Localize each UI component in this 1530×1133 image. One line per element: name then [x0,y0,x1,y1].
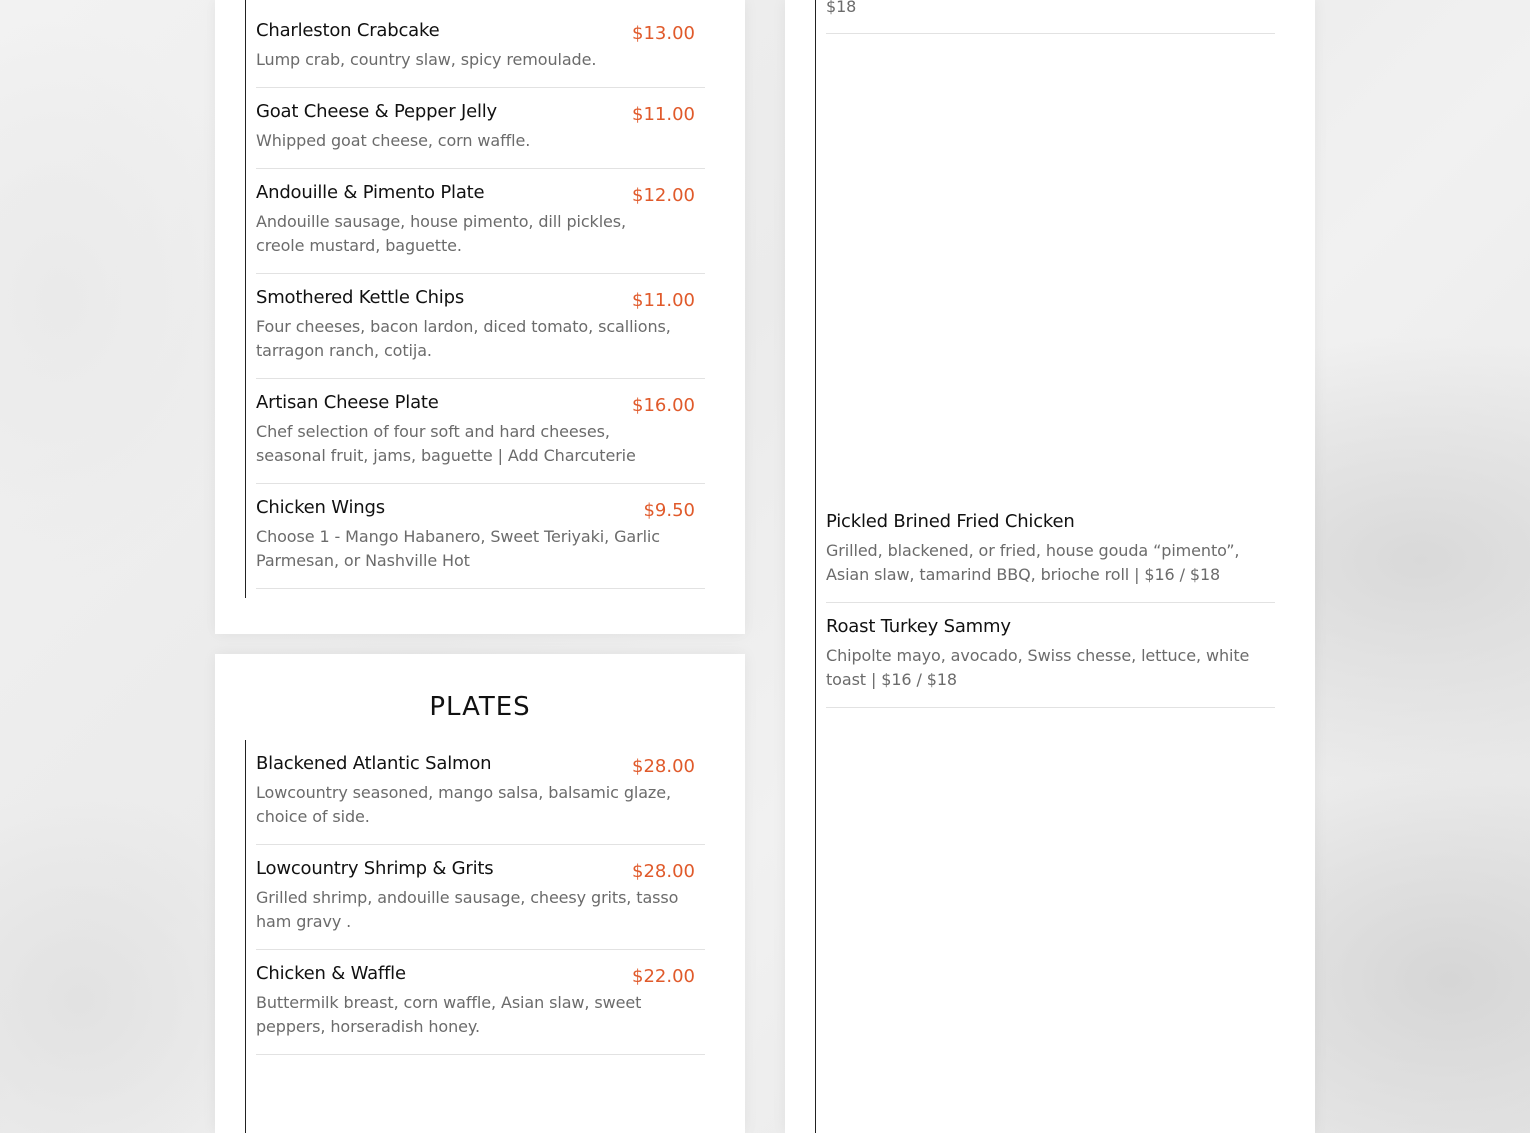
menu-card-sandwiches [785,0,1315,1133]
menu-item-name: Andouille & Pimento Plate [256,182,485,203]
menu-item-description-fragment: $18 [826,0,857,16]
menu-item-separator [256,168,705,169]
menu-item-separator [826,602,1275,603]
menu-item-description: Grilled, blackened, or fried, house gouda “pimento”, Asian slaw, tamarind BBQ, brioche roll | $16 / $18 [826,541,1240,584]
menu-item-name: Charleston Crabcake [256,20,440,41]
menu-item-name: Roast Turkey Sammy [826,616,1011,637]
menu-card-plates [215,654,745,1133]
menu-item-description: Chipolte mayo, avocado, Swiss chesse, lettuce, white toast | $16 / $18 [826,646,1250,689]
menu-item-separator [256,273,705,274]
card-divider-line [245,740,246,1133]
menu-item-price: $16.00 [632,395,695,416]
menu-item-name: Goat Cheese & Pepper Jelly [256,101,497,122]
menu-item-description: Andouille sausage, house pimento, dill pickles, creole mustard, baguette. [256,212,627,255]
menu-item-separator [826,33,1275,34]
menu-item-separator [826,707,1275,708]
menu-item-name: Chicken & Waffle [256,963,406,984]
menu-item-price: $28.00 [632,756,695,777]
menu-item-price: $11.00 [632,290,695,311]
menu-item-price: $28.00 [632,861,695,882]
menu-item-price: $9.50 [643,500,695,521]
menu-item-name: Lowcountry Shrimp & Grits [256,858,494,879]
menu-item-name: Artisan Cheese Plate [256,392,439,413]
menu-item-description: Four cheeses, bacon lardon, diced tomato, scallions, tarragon ranch, cotija. [256,317,671,360]
menu-item-description: Whipped goat cheese, corn waffle. [256,131,531,150]
menu-item-price: $22.00 [632,966,695,987]
menu-item-description: Grilled shrimp, andouille sausage, cheesy grits, tasso ham gravy . [256,888,679,931]
menu-card-starters [215,0,745,634]
menu-item-name: Smothered Kettle Chips [256,287,465,308]
section-title: PLATES [429,692,531,722]
menu-item-separator [256,483,705,484]
menu-item-description: Choose 1 - Mango Habanero, Sweet Teriyaki, Garlic Parmesan, or Nashville Hot [256,527,660,570]
menu-item-separator [256,1054,705,1055]
menu-item-price: $11.00 [632,104,695,125]
menu-item-description: Lump crab, country slaw, spicy remoulade. [256,50,597,69]
menu-item-separator [256,949,705,950]
menu-item-price: $13.00 [632,23,695,44]
menu-item-description: Lowcountry seasoned, mango salsa, balsamic glaze, choice of side. [256,783,671,826]
menu-item-description: Buttermilk breast, corn waffle, Asian slaw, sweet peppers, horseradish honey. [256,993,642,1036]
card-divider-line [815,0,816,1133]
menu-item-description: Chef selection of four soft and hard cheeses, seasonal fruit, jams, baguette | Add Charcuterie [256,422,636,465]
menu-item-name: Chicken Wings [256,497,385,518]
menu-item-separator [256,87,705,88]
menu-item-separator [256,588,705,589]
menu-item-separator [256,844,705,845]
menu-item-name: Blackened Atlantic Salmon [256,753,492,774]
menu-item-name: Pickled Brined Fried Chicken [826,511,1075,532]
menu-item-price: $12.00 [632,185,695,206]
menu-item-separator [256,378,705,379]
card-divider-line [245,0,246,598]
